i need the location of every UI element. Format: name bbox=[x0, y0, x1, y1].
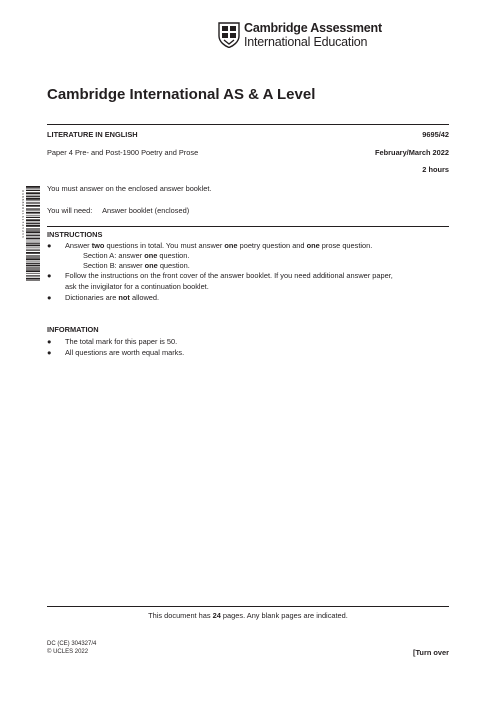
text-run-bold: one bbox=[306, 241, 320, 250]
turn-over: [Turn over bbox=[413, 648, 449, 657]
instruction-item bbox=[47, 241, 449, 251]
barcode-bar bbox=[26, 268, 40, 269]
barcode-bar bbox=[26, 243, 40, 244]
barcode-bar bbox=[26, 275, 40, 276]
bullet-icon: ● bbox=[47, 271, 52, 280]
barcode-bar bbox=[26, 189, 40, 190]
text-run: Section A: answer bbox=[83, 251, 145, 260]
text-run: question. bbox=[157, 251, 190, 260]
barcode-bar bbox=[26, 195, 40, 196]
text-run: questions in total. You must answer bbox=[104, 241, 225, 250]
barcode bbox=[20, 186, 40, 282]
bullet-icon: ● bbox=[47, 348, 52, 357]
subject-name: LITERATURE IN ENGLISH bbox=[47, 130, 138, 139]
barcode-bar bbox=[26, 267, 40, 268]
barcode-bar bbox=[26, 208, 40, 209]
bullet-icon: ● bbox=[47, 337, 52, 346]
barcode-bar bbox=[26, 241, 40, 242]
barcode-bar bbox=[26, 263, 40, 264]
barcode-bar bbox=[26, 190, 40, 191]
barcode-bar bbox=[26, 201, 40, 202]
page-title: Cambridge International AS & A Level bbox=[47, 86, 316, 103]
bullet-icon: ● bbox=[47, 293, 52, 302]
barcode-bar bbox=[26, 217, 40, 218]
subject-code: 9695/42 bbox=[422, 130, 449, 139]
paper-title: Paper 4 Pre- and Post-1900 Poetry and Prose bbox=[47, 148, 199, 157]
footer-divider bbox=[47, 606, 449, 607]
barcode-bar bbox=[26, 222, 40, 223]
barcode-bar bbox=[26, 280, 40, 281]
need-label: You will need: bbox=[47, 206, 93, 215]
logo-line-2: International Education bbox=[244, 35, 368, 49]
text-run-bold: one bbox=[224, 241, 238, 250]
barcode-bar bbox=[26, 223, 40, 224]
barcode-bar bbox=[26, 238, 40, 240]
text-run: Section B: answer bbox=[83, 261, 145, 270]
instruction-item bbox=[47, 271, 449, 293]
instructions-heading: INSTRUCTIONS bbox=[47, 230, 103, 239]
top-divider bbox=[47, 124, 449, 125]
text-run: question. bbox=[157, 261, 190, 270]
barcode-bar bbox=[26, 196, 40, 197]
text-run: prose question. bbox=[319, 241, 373, 250]
text-run-bold: one bbox=[144, 261, 158, 270]
barcode-bar bbox=[26, 250, 40, 251]
barcode-bar bbox=[26, 229, 40, 230]
page-count-note bbox=[47, 611, 449, 620]
barcode-bar bbox=[26, 205, 40, 207]
logo-line-1: Cambridge Assessment bbox=[244, 21, 382, 35]
text-run-bold: two bbox=[91, 241, 105, 250]
barcode-bar bbox=[26, 198, 40, 200]
barcode-bar bbox=[26, 265, 40, 267]
text-run: Dictionaries are bbox=[65, 293, 119, 302]
barcode-bar bbox=[26, 273, 40, 274]
instruction-line: Follow the instructions on the front cover of the answer booklet. If you need additional answer paper, bbox=[65, 271, 393, 280]
text-run: This document has bbox=[148, 611, 213, 620]
barcode-bar bbox=[26, 270, 40, 272]
need-value: Answer booklet (enclosed) bbox=[102, 206, 190, 215]
text-run: pages. Any blank pages are indicated. bbox=[220, 611, 348, 620]
information-item bbox=[47, 348, 449, 358]
barcode-bar bbox=[26, 258, 40, 260]
barcode-bar bbox=[26, 209, 40, 210]
barcode-bar bbox=[26, 234, 40, 235]
barcode-bar bbox=[26, 278, 40, 280]
document-ref: DC (CE) 304327/4 bbox=[47, 641, 97, 647]
barcode-bar bbox=[26, 255, 40, 256]
text-run: Answer bbox=[65, 241, 92, 250]
answer-note: You must answer on the enclosed answer booklet. bbox=[47, 184, 212, 193]
mid-divider bbox=[47, 226, 449, 227]
information-item bbox=[47, 337, 449, 347]
barcode-bar bbox=[26, 231, 40, 233]
barcode-bar bbox=[26, 192, 40, 194]
barcode-bar bbox=[26, 261, 40, 262]
text-run-bold: 24 bbox=[212, 611, 221, 620]
section-b-note bbox=[83, 261, 190, 270]
copyright: © UCLES 2022 bbox=[47, 649, 89, 655]
barcode-bar bbox=[26, 219, 40, 221]
information-text: The total mark for this paper is 50. bbox=[65, 337, 178, 346]
barcode-bar bbox=[26, 228, 40, 229]
barcode-bar bbox=[26, 186, 40, 188]
barcode-bar bbox=[26, 225, 40, 227]
text-run-bold: not bbox=[118, 293, 130, 302]
barcode-bar bbox=[26, 245, 40, 247]
text-run: poetry question and bbox=[237, 241, 307, 250]
instruction-item bbox=[47, 293, 449, 303]
barcode-digits: 0 4 8 8 8 8 8 4 1 6 1 5 6 5 2 3 3 bbox=[21, 190, 25, 238]
bullet-icon: ● bbox=[47, 241, 52, 250]
barcode-bar bbox=[26, 202, 40, 203]
text-run: allowed. bbox=[129, 293, 160, 302]
section-a-note bbox=[83, 251, 189, 260]
need-line bbox=[47, 206, 189, 215]
barcode-bar bbox=[26, 248, 40, 249]
barcode-bar bbox=[26, 252, 40, 254]
text-run-bold: one bbox=[144, 251, 158, 260]
instruction-line: ask the invigilator for a continuation booklet. bbox=[65, 282, 209, 291]
information-text: All questions are worth equal marks. bbox=[65, 348, 185, 357]
barcode-bar bbox=[26, 215, 40, 216]
cambridge-logo bbox=[218, 21, 382, 49]
barcode-bar bbox=[26, 256, 40, 257]
barcode-bar bbox=[26, 212, 40, 214]
exam-duration: 2 hours bbox=[422, 165, 449, 174]
shield-icon bbox=[218, 22, 240, 48]
exam-session: February/March 2022 bbox=[375, 148, 449, 157]
barcode-bar bbox=[26, 235, 40, 236]
information-heading: INFORMATION bbox=[47, 325, 99, 334]
